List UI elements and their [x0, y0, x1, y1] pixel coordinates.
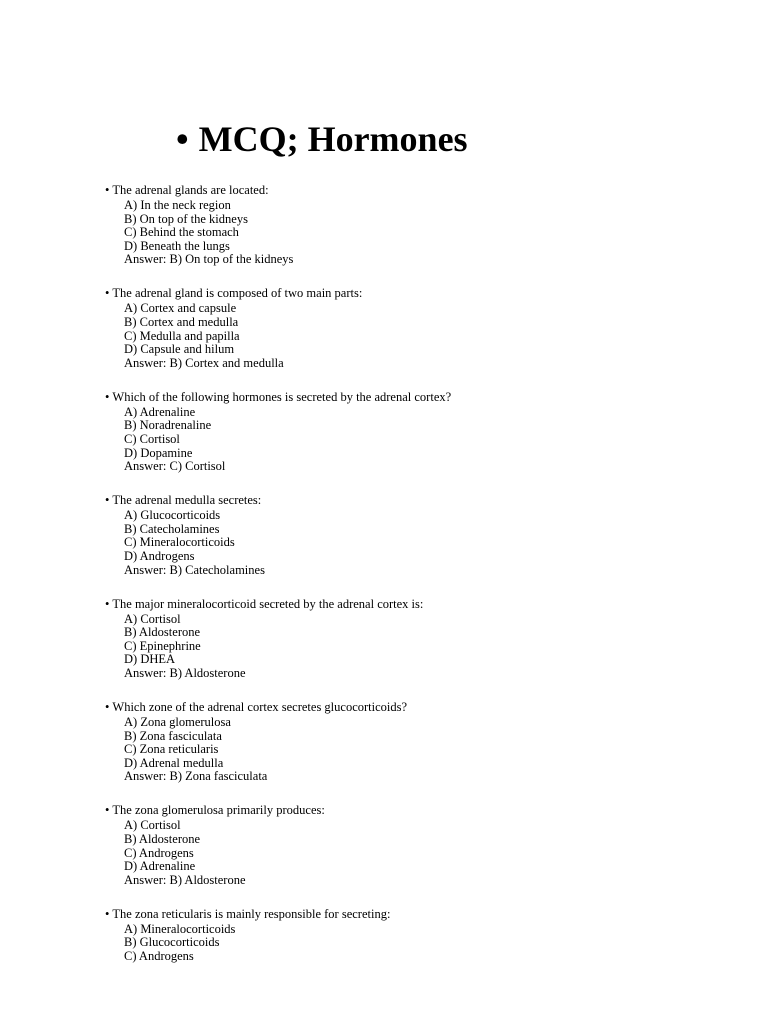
option: D) Adrenal medulla: [124, 755, 224, 770]
question-bullet: •: [105, 389, 110, 404]
title-bullet: •: [176, 119, 189, 159]
question-bullet: •: [105, 493, 110, 508]
question-list: [105, 183, 725, 1010]
option: D) DHEA: [124, 652, 176, 667]
question-options: [124, 716, 725, 784]
answer: Answer: C) Cortisol: [124, 459, 226, 474]
question-bullet: •: [105, 596, 110, 611]
question-bullet: •: [105, 803, 110, 818]
question-bullet: •: [105, 183, 110, 197]
option: C) Epinephrine: [124, 638, 201, 653]
question-text: [105, 700, 725, 714]
question-options: [124, 613, 725, 681]
option: A) Mineralocorticoids: [124, 921, 236, 936]
answer: Answer: B) Cortex and medulla: [124, 355, 284, 370]
question-options: [124, 302, 725, 370]
option: B) Cortex and medulla: [124, 314, 239, 329]
question-item: [105, 286, 725, 389]
title-text: MCQ; Hormones: [198, 119, 468, 159]
question-text: [105, 493, 725, 507]
option: C) Behind the stomach: [124, 225, 239, 240]
option: B) Glucocorticoids: [124, 935, 220, 950]
option: C) Androgens: [124, 845, 194, 860]
question-options: [124, 509, 725, 577]
question-options: [124, 406, 725, 474]
question-item: [105, 183, 725, 286]
option: B) Noradrenaline: [124, 418, 212, 433]
question-text: [105, 390, 725, 404]
question-bullet: •: [105, 699, 110, 714]
question-label: The adrenal glands are located:: [112, 183, 269, 197]
question-options: [124, 923, 725, 964]
option: B) Aldosterone: [124, 831, 201, 846]
option: C) Cortisol: [124, 431, 180, 446]
option: C) Zona reticularis: [124, 742, 219, 757]
question-label: The adrenal gland is composed of two main parts:: [112, 286, 363, 301]
option: A) In the neck region: [124, 198, 231, 212]
question-text: [105, 183, 725, 197]
question-label: Which zone of the adrenal cortex secretes glucocorticoids?: [112, 699, 408, 714]
question-label: Which of the following hormones is secreted by the adrenal cortex?: [112, 389, 452, 404]
answer: Answer: B) Zona fasciculata: [124, 769, 268, 784]
option: A) Cortisol: [124, 611, 181, 626]
option: D) Adrenaline: [124, 859, 196, 874]
option: D) Beneath the lungs: [124, 238, 230, 253]
option: A) Glucocorticoids: [124, 508, 221, 523]
question-item: [105, 493, 725, 596]
option: A) Cortex and capsule: [124, 301, 237, 316]
option: C) Medulla and papilla: [124, 328, 240, 343]
option: B) Zona fasciculata: [124, 728, 222, 743]
option: B) Aldosterone: [124, 625, 201, 640]
question-label: The zona reticularis is mainly responsible for secreting:: [112, 906, 391, 921]
question-options: [124, 199, 725, 267]
option: D) Capsule and hilum: [124, 342, 235, 357]
question-item: [105, 803, 725, 906]
option: D) Androgens: [124, 548, 195, 563]
question-label: The zona glomerulosa primarily produces:: [112, 803, 325, 818]
question-label: The major mineralocorticoid secreted by the adrenal cortex is:: [112, 596, 424, 611]
question-label: The adrenal medulla secretes:: [112, 493, 262, 508]
option: B) Catecholamines: [124, 521, 220, 536]
question-options: [124, 819, 725, 887]
question-bullet: •: [105, 906, 110, 921]
question-text: [105, 907, 725, 921]
question-item: [105, 597, 725, 700]
page-title: [176, 116, 468, 162]
option: A) Zona glomerulosa: [124, 714, 231, 729]
question-text: [105, 597, 725, 611]
answer: Answer: B) Aldosterone: [124, 665, 246, 680]
answer: Answer: B) On top of the kidneys: [124, 252, 294, 267]
option: A) Cortisol: [124, 818, 181, 833]
option: B) On top of the kidneys: [124, 211, 248, 226]
option: A) Adrenaline: [124, 404, 196, 419]
question-bullet: •: [105, 286, 110, 301]
question-text: [105, 286, 725, 300]
question-text: [105, 803, 725, 817]
question-item: [105, 390, 725, 493]
option: C) Androgens: [124, 948, 194, 963]
option: D) Dopamine: [124, 445, 193, 460]
question-item: [105, 700, 725, 803]
question-item: [105, 907, 725, 1010]
option: C) Mineralocorticoids: [124, 535, 235, 550]
answer: Answer: B) Catecholamines: [124, 562, 265, 577]
answer: Answer: B) Aldosterone: [124, 872, 246, 887]
